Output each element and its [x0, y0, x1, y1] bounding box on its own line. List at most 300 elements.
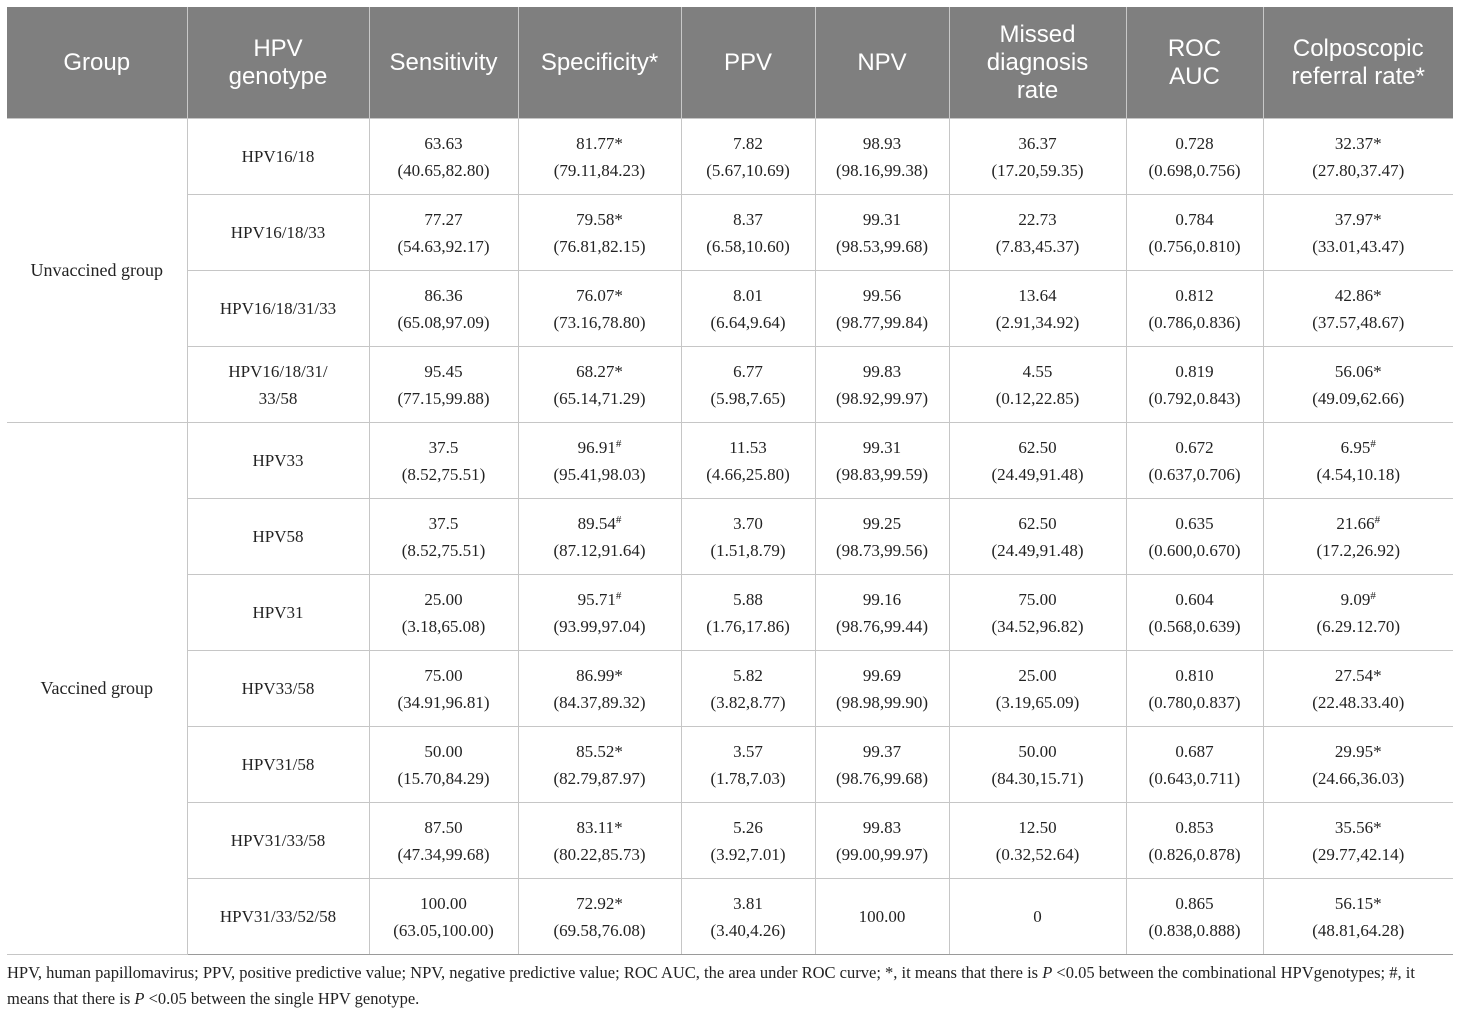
cell-value-line: 50.00 [424, 741, 463, 761]
confidence-interval: (49.09,62.66) [1312, 388, 1405, 408]
missed-diagnosis-rate-cell [949, 651, 1126, 727]
roc-auc-cell [1126, 195, 1263, 271]
cell-value-line: 0.687 [1175, 741, 1214, 761]
column-header-line: rate [1016, 76, 1059, 104]
genotype-cell [187, 651, 369, 727]
confidence-interval: (3.18,65.08) [401, 616, 486, 636]
specificity-cell [518, 423, 681, 499]
point-estimate: 89.54 [577, 513, 616, 533]
cell-value-line [523, 206, 677, 233]
table-row [7, 271, 1453, 347]
confidence-interval: (24.66,36.03) [1312, 768, 1405, 788]
confidence-interval: (65.08,97.09) [397, 312, 490, 332]
footnote-p-symbol-2: P [134, 989, 145, 1008]
confidence-interval: (40.65,82.80) [397, 160, 490, 180]
confidence-interval: (0.698,0.756) [1148, 160, 1241, 180]
column-header-roc-auc [1126, 7, 1263, 119]
npv-cell [815, 271, 949, 347]
cell-value-line: HPV33/58 [241, 679, 315, 698]
confidence-interval: (0.792,0.843) [1148, 388, 1241, 408]
cell-value-line: 36.37 [1018, 133, 1057, 153]
confidence-interval: (3.19,65.09) [995, 692, 1080, 712]
cell-value-line [1268, 586, 1450, 613]
sensitivity-cell [369, 271, 518, 347]
sensitivity-cell [369, 727, 518, 803]
cell-value-line: 25.00 [424, 589, 463, 609]
missed-diagnosis-rate-cell [949, 803, 1126, 879]
significance-marker: # [1370, 589, 1376, 602]
significance-marker: * [614, 665, 623, 685]
sensitivity-cell [369, 803, 518, 879]
column-header-line: NPV [857, 48, 907, 76]
confidence-interval: 33/58 [258, 388, 298, 408]
missed-diagnosis-rate-cell [949, 575, 1126, 651]
sensitivity-cell [369, 879, 518, 955]
cell-value-line: 99.31 [862, 209, 902, 229]
cell-value-line: 8.01 [733, 285, 763, 305]
specificity-cell [518, 575, 681, 651]
confidence-interval: (84.37,89.32) [553, 692, 646, 712]
roc-auc-cell [1126, 119, 1263, 195]
point-estimate: 21.66 [1336, 513, 1375, 533]
npv-cell [815, 347, 949, 423]
cell-value-line: HPV31/33/52/58 [219, 907, 337, 926]
cell-value-line: 99.16 [862, 589, 902, 609]
confidence-interval: (1.51,8.79) [710, 540, 786, 560]
column-header-line: diagnosis [986, 48, 1089, 76]
cell-value-line: 62.50 [1018, 513, 1057, 533]
confidence-interval: (6.58,10.60) [706, 236, 790, 256]
genotype-cell [187, 195, 369, 271]
referral-rate-cell [1263, 879, 1453, 955]
cell-value-line: HPV33 [252, 451, 304, 470]
table-row [7, 575, 1453, 651]
roc-auc-cell [1126, 499, 1263, 575]
cell-value-line: 0.672 [1175, 437, 1214, 457]
cell-value-line: 3.70 [733, 513, 763, 533]
confidence-interval: (3.40,4.26) [710, 920, 786, 940]
genotype-cell [187, 727, 369, 803]
column-header-line: PPV [723, 48, 773, 76]
cell-value-line [1268, 738, 1450, 765]
cell-value-line: 99.31 [862, 437, 902, 457]
table-row [7, 879, 1453, 955]
point-estimate: 56.15 [1334, 893, 1374, 913]
confidence-interval: (47.34,99.68) [397, 844, 490, 864]
footnote-p-symbol-1: P [1042, 963, 1053, 982]
cell-value-line: 0.635 [1175, 513, 1214, 533]
cell-value-line [1268, 434, 1450, 461]
cell-value-line [1268, 510, 1450, 537]
point-estimate: 79.58 [576, 209, 615, 229]
confidence-interval: (54.63,92.17) [397, 236, 490, 256]
table-footnote [7, 960, 1453, 1012]
cell-value-line: 75.00 [424, 665, 463, 685]
column-header-line: referral rate* [1291, 62, 1425, 90]
cell-value-line [1268, 662, 1450, 689]
npv-cell [815, 119, 949, 195]
significance-marker: * [1373, 361, 1382, 381]
npv-cell [815, 727, 949, 803]
point-estimate: 27.54 [1334, 665, 1374, 685]
header-row [7, 7, 1453, 119]
cell-value-line: 5.82 [733, 665, 763, 685]
ppv-cell [681, 347, 815, 423]
column-header-specificity [518, 7, 681, 119]
confidence-interval: (98.98,99.90) [835, 692, 929, 712]
table-row [7, 423, 1453, 499]
confidence-interval: (7.83,45.37) [995, 236, 1080, 256]
specificity-cell [518, 195, 681, 271]
cell-value-line: HPV58 [252, 527, 304, 546]
cell-value-line: 4.55 [1022, 361, 1053, 381]
column-header-group [7, 7, 187, 119]
confidence-interval: (48.81,64.28) [1312, 920, 1405, 940]
specificity-cell [518, 347, 681, 423]
cell-value-line [1268, 282, 1450, 309]
cell-value-line [523, 130, 677, 157]
confidence-interval: (0.12,22.85) [995, 388, 1080, 408]
table-row [7, 727, 1453, 803]
cell-value-line: 99.37 [862, 741, 902, 761]
confidence-interval: (69.58,76.08) [553, 920, 646, 940]
missed-diagnosis-rate-cell [949, 879, 1126, 955]
confidence-interval: (79.11,84.23) [553, 160, 646, 180]
significance-marker: * [614, 741, 623, 761]
confidence-interval: (98.77,99.84) [835, 312, 929, 332]
cell-value-line: 0.812 [1175, 285, 1214, 305]
sensitivity-cell [369, 651, 518, 727]
point-estimate: 76.07 [576, 285, 615, 305]
confidence-interval: (34.52,96.82) [991, 616, 1084, 636]
genotype-cell [187, 423, 369, 499]
confidence-interval: (98.16,99.38) [835, 160, 929, 180]
confidence-interval: (2.91,34.92) [995, 312, 1080, 332]
significance-marker: # [1370, 437, 1376, 450]
genotype-cell [187, 879, 369, 955]
cell-value-line [523, 358, 677, 385]
referral-rate-cell [1263, 195, 1453, 271]
table-row [7, 119, 1453, 195]
cell-value-line: 13.64 [1018, 285, 1057, 305]
genotype-cell [187, 271, 369, 347]
cell-value-line: 5.26 [733, 817, 763, 837]
confidence-interval: (98.83,99.59) [835, 464, 929, 484]
missed-diagnosis-rate-cell [949, 347, 1126, 423]
column-header-line: Specificity* [540, 48, 659, 76]
confidence-interval: (5.98,7.65) [710, 388, 786, 408]
cell-value-line: 99.56 [862, 285, 902, 305]
ppv-cell [681, 195, 815, 271]
cell-value-line [523, 510, 677, 537]
confidence-interval: (6.64,9.64) [710, 312, 786, 332]
footnote-text-1: HPV, human papillomavirus; PPV, positive predictive value; NPV, negative predictive value; ROC AUC, the area under ROC curve; *, it means that there is [7, 963, 1043, 982]
sensitivity-cell [369, 195, 518, 271]
cell-value-line: HPV16/18/33 [230, 223, 326, 242]
significance-marker: * [614, 361, 623, 381]
genotype-cell [187, 499, 369, 575]
point-estimate: 35.56 [1334, 817, 1374, 837]
confidence-interval: (77.15,99.88) [397, 388, 490, 408]
cell-value-line: 0 [1033, 907, 1042, 926]
confidence-interval: (0.637,0.706) [1148, 464, 1241, 484]
cell-value-line: HPV31/33/58 [230, 831, 326, 850]
cell-value-line [523, 434, 677, 461]
cell-value-line: 75.00 [1018, 589, 1057, 609]
cell-value-line: 100.00 [420, 893, 467, 913]
cell-value-line [1268, 130, 1450, 157]
cell-value-line: 8.37 [733, 209, 763, 229]
cell-value-line: 0.784 [1175, 209, 1214, 229]
confidence-interval: (80.22,85.73) [553, 844, 646, 864]
cell-value-line: 99.83 [862, 817, 902, 837]
referral-rate-cell [1263, 727, 1453, 803]
significance-marker: * [614, 817, 623, 837]
point-estimate: 29.95 [1334, 741, 1374, 761]
confidence-interval: (82.79,87.97) [553, 768, 646, 788]
confidence-interval: (37.57,48.67) [1312, 312, 1405, 332]
roc-auc-cell [1126, 879, 1263, 955]
confidence-interval: (98.76,99.44) [835, 616, 929, 636]
npv-cell [815, 423, 949, 499]
confidence-interval: (6.29.12.70) [1316, 616, 1401, 636]
significance-marker: * [1373, 285, 1382, 305]
confidence-interval: (3.82,8.77) [710, 692, 786, 712]
cell-value-line: 0.819 [1175, 361, 1214, 381]
confidence-interval: (99.00,99.97) [835, 844, 929, 864]
confidence-interval: (1.76,17.86) [706, 616, 790, 636]
cell-value-line: 7.82 [733, 133, 763, 153]
ppv-cell [681, 423, 815, 499]
confidence-interval: (98.76,99.68) [835, 768, 929, 788]
significance-marker: * [614, 133, 623, 153]
confidence-interval: (98.73,99.56) [835, 540, 929, 560]
specificity-cell [518, 651, 681, 727]
confidence-interval: (5.67,10.69) [706, 160, 790, 180]
cell-value-line [523, 890, 677, 917]
referral-rate-cell [1263, 347, 1453, 423]
column-header-npv [815, 7, 949, 119]
roc-auc-cell [1126, 423, 1263, 499]
genotype-cell [187, 575, 369, 651]
confidence-interval: (4.66,25.80) [706, 464, 790, 484]
cell-value-line: 12.50 [1018, 817, 1057, 837]
column-header-colposcopic-referral-rate [1263, 7, 1453, 119]
confidence-interval: (29.77,42.14) [1312, 844, 1405, 864]
cell-value-line: 0.810 [1175, 665, 1214, 685]
hpv-performance-table [7, 7, 1453, 955]
specificity-cell [518, 499, 681, 575]
cell-value-line: HPV16/18 [241, 147, 315, 166]
confidence-interval: (93.99,97.04) [553, 616, 646, 636]
genotype-cell [187, 119, 369, 195]
cell-value-line: 77.27 [424, 209, 463, 229]
table-row [7, 499, 1453, 575]
significance-marker: * [1373, 133, 1382, 153]
confidence-interval: (0.786,0.836) [1148, 312, 1241, 332]
sensitivity-cell [369, 347, 518, 423]
sensitivity-cell [369, 499, 518, 575]
confidence-interval: (27.80,37.47) [1312, 160, 1405, 180]
ppv-cell [681, 651, 815, 727]
confidence-interval: (0.32,52.64) [995, 844, 1080, 864]
ppv-cell [681, 803, 815, 879]
cell-value-line: 0.865 [1175, 893, 1214, 913]
npv-cell [815, 195, 949, 271]
confidence-interval: (0.826,0.878) [1148, 844, 1241, 864]
confidence-interval: (98.92,99.97) [835, 388, 929, 408]
table-header [7, 7, 1453, 119]
group-name-cell: Vaccined group [7, 423, 187, 955]
referral-rate-cell [1263, 271, 1453, 347]
point-estimate: 95.71 [577, 589, 616, 609]
cell-value-line [523, 738, 677, 765]
missed-diagnosis-rate-cell [949, 195, 1126, 271]
confidence-interval: (63.05,100.00) [393, 920, 494, 940]
point-estimate: 72.92 [576, 893, 615, 913]
npv-cell [815, 803, 949, 879]
confidence-interval: (76.81,82.15) [553, 236, 646, 256]
cell-value-line [1268, 890, 1450, 917]
missed-diagnosis-rate-cell [949, 119, 1126, 195]
roc-auc-cell [1126, 271, 1263, 347]
confidence-interval: (84.30,15.71) [991, 768, 1084, 788]
cell-value-line: 86.36 [424, 285, 463, 305]
confidence-interval: (87.12,91.64) [553, 540, 646, 560]
ppv-cell [681, 575, 815, 651]
significance-marker: * [1373, 893, 1382, 913]
column-header-sensitivity [369, 7, 518, 119]
column-header-genotype [187, 7, 369, 119]
missed-diagnosis-rate-cell [949, 271, 1126, 347]
cell-value-line: 0.728 [1175, 133, 1214, 153]
confidence-interval: (24.49,91.48) [991, 464, 1084, 484]
cell-value-line: 63.63 [424, 133, 463, 153]
specificity-cell [518, 727, 681, 803]
confidence-interval: (73.16,78.80) [553, 312, 646, 332]
table-row [7, 803, 1453, 879]
point-estimate: 42.86 [1334, 285, 1374, 305]
column-header-line: Missed [999, 20, 1076, 48]
cell-value-line [523, 282, 677, 309]
missed-diagnosis-rate-cell [949, 499, 1126, 575]
cell-value-line: 99.83 [862, 361, 902, 381]
specificity-cell [518, 271, 681, 347]
point-estimate: 56.06 [1334, 361, 1374, 381]
cell-value-line: 5.88 [733, 589, 763, 609]
confidence-interval: (17.20,59.35) [991, 160, 1084, 180]
column-header-line: ROC [1167, 34, 1222, 62]
confidence-interval: (15.70,84.29) [397, 768, 490, 788]
referral-rate-cell [1263, 119, 1453, 195]
confidence-interval: (3.92,7.01) [710, 844, 786, 864]
cell-value-line: HPV16/18/31/ [228, 361, 328, 381]
group-name-cell: Unvaccined group [7, 119, 187, 423]
ppv-cell [681, 879, 815, 955]
cell-value-line [523, 662, 677, 689]
footnote-text-3: <0.05 between the single HPV genotype. [144, 989, 420, 1008]
confidence-interval: (95.41,98.03) [553, 464, 646, 484]
footnote-text-2: <0.05 between the combinational HPVgenotypes; #, it means that there is [7, 963, 1415, 1008]
cell-value-line [523, 814, 677, 841]
confidence-interval: (34.91,96.81) [397, 692, 490, 712]
specificity-cell [518, 119, 681, 195]
cell-value-line: 95.45 [424, 361, 463, 381]
sensitivity-cell [369, 423, 518, 499]
referral-rate-cell [1263, 803, 1453, 879]
point-estimate: 37.97 [1334, 209, 1374, 229]
significance-marker: * [1373, 209, 1382, 229]
cell-value-line: HPV31 [252, 603, 304, 622]
cell-value-line: 25.00 [1018, 665, 1057, 685]
confidence-interval: (0.568,0.639) [1148, 616, 1241, 636]
significance-marker: * [614, 209, 623, 229]
point-estimate: 81.77 [576, 133, 615, 153]
confidence-interval: (1.78,7.03) [710, 768, 786, 788]
point-estimate: 68.27 [576, 361, 615, 381]
confidence-interval: (17.2,26.92) [1316, 540, 1401, 560]
referral-rate-cell [1263, 651, 1453, 727]
roc-auc-cell [1126, 651, 1263, 727]
cell-value-line: 99.69 [862, 665, 902, 685]
ppv-cell [681, 727, 815, 803]
significance-marker: # [615, 589, 622, 602]
sensitivity-cell [369, 575, 518, 651]
point-estimate: 96.91 [577, 437, 616, 457]
referral-rate-cell [1263, 423, 1453, 499]
confidence-interval: (98.53,99.68) [835, 236, 929, 256]
cell-value-line: HPV31/58 [241, 755, 315, 774]
significance-marker: # [615, 437, 622, 450]
confidence-interval: (0.643,0.711) [1148, 768, 1241, 788]
roc-auc-cell [1126, 727, 1263, 803]
column-header-line: HPV [253, 34, 303, 62]
specificity-cell [518, 879, 681, 955]
significance-marker: # [615, 513, 622, 526]
referral-rate-cell [1263, 499, 1453, 575]
ppv-cell [681, 499, 815, 575]
column-header-line: Group [63, 48, 131, 76]
table-row [7, 347, 1453, 423]
cell-value-line: 100.00 [858, 907, 906, 926]
confidence-interval: (8.52,75.51) [401, 540, 486, 560]
specificity-cell [518, 803, 681, 879]
cell-value-line: 98.93 [862, 133, 902, 153]
cell-value-line [1268, 206, 1450, 233]
confidence-interval: (33.01,43.47) [1312, 236, 1405, 256]
confidence-interval: (0.838,0.888) [1148, 920, 1241, 940]
table-container [7, 7, 1453, 955]
npv-cell [815, 499, 949, 575]
column-header-line: AUC [1169, 62, 1220, 90]
confidence-interval: (24.49,91.48) [991, 540, 1084, 560]
confidence-interval: (4.54,10.18) [1316, 464, 1401, 484]
cell-value-line [1268, 358, 1450, 385]
column-header-line: Sensitivity [389, 48, 498, 76]
significance-marker: * [614, 893, 623, 913]
confidence-interval: (0.756,0.810) [1148, 236, 1241, 256]
cell-value-line: HPV16/18/31/33 [219, 299, 337, 318]
table-body [7, 119, 1453, 955]
point-estimate: 32.37 [1334, 133, 1374, 153]
cell-value-line: 3.57 [733, 741, 763, 761]
npv-cell [815, 879, 949, 955]
cell-value-line: 6.77 [733, 361, 763, 381]
missed-diagnosis-rate-cell [949, 727, 1126, 803]
referral-rate-cell [1263, 575, 1453, 651]
point-estimate: 9.09 [1340, 589, 1371, 609]
npv-cell [815, 575, 949, 651]
